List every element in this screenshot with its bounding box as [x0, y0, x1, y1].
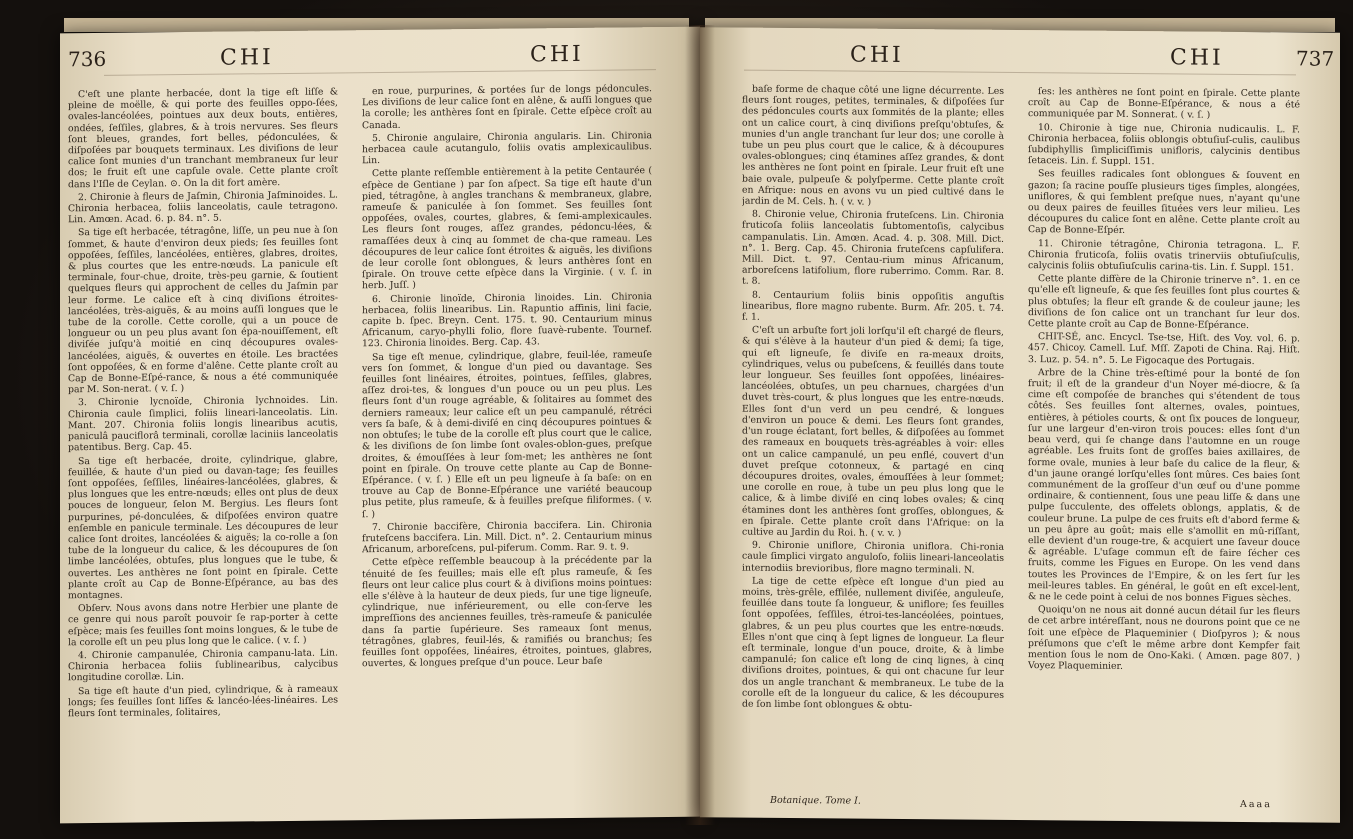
running-head-left-2: CHI	[530, 41, 584, 68]
paragraph: 9. Chironie uniflore, Chironia uniflora. Chi-ronia caule ſimplici virgato anguloſo, foliis lineari-lanceolatis internodiis brevioribus, flore magno terminali. N.	[742, 539, 1004, 576]
paragraph: 2. Chironie à fleurs de Jaſmin, Chironia Jaſminoides. L. Chironia herbacea, foliis lanceolatis, caule tetragono. Lin. Amœn. Acad. 6. p. 84. n°. 5.	[68, 189, 338, 226]
paragraph: 6. Chironie linoïde, Chironia linoides. Lin. Chironia herbacea, foliis linearibus. Lin. Rapuntio affinis, lini facie, capite b. ſpec. Breyn. Cent. 175. t. 90. Centaurium minus Africanum, caryo-phylli folio, flore ſuavè-rubente. Tournef. 123. Chironia linoides. Berg. Cap. 43.	[362, 290, 652, 350]
paragraph: Ses feuilles radicales ſont oblongues & ſouvent en gazon; ſa racine pouſſe plusieurs tiges ſimples, alongées, uniflores, & qui ſemblent preſque nues, n'ayant qu'une ou deux paires de feuilles ſituées vers leur milieu. Les découpures du calice ſont en alêne. Cette plante croît au Cap de Bonne-Eſpér.	[1028, 168, 1300, 237]
paragraph: 8. Centaurium foliis binis oppoſitis anguſtis linearibus, flore magno rubente. Burm. Afr. 205. t. 74. f. 1.	[742, 289, 1004, 323]
paragraph: 5. Chironie angulaire, Chironia angularis. Lin. Chironia herbacea caule acutangulo, foliis ovatis amplexicaulibus. Lin.	[362, 129, 652, 167]
paragraph: 3. Chironie lycnoïde, Chironia lychnoides. Lin. Chironia caule ſimplici, foliis lineari-lanceolatis. Lin. Mant. 207. Chironia foliis longis linearibus acutis, paniculâ pauciflorâ terminali, corollæ laciniis lanceolatis patentibus. Berg. Cap. 45.	[68, 394, 338, 454]
right-page-column-1	[742, 84, 1004, 806]
paragraph: baſe forme de chaque côté une ligne décurrente. Les fleurs ſont rouges, petites, terminales, & diſpoſées ſur des pédoncules courts aux ſommités de la plante; elles ont un calice court, à cinq diviſions preſqu'obtuſes, & munies d'un angle tranchant ſur leur dos; une corolle à tube un peu plus court que le calice, & à découpures ovales-oblongues; cinq étamines aſſez grandes, & dont les anthères ne ſont point en ſpirale. Leur fruit eſt une baie ovale, pulpeuſe & polyſperme. Cette plante croît en Afrique: nous en avons vu un pied cultivé dans le jardin de M. Cels. ħ. ( v. v. )	[742, 83, 1004, 208]
page-number-right: 737	[1296, 46, 1335, 71]
paragraph: 4. Chironie campanulée, Chironia campanu-lata. Lin. Chironia herbacea foliis ſublinearibus, calycibus longitudine corollæ. Lin.	[68, 647, 338, 684]
volume-footer: Botanique. Tome I.	[770, 794, 861, 807]
paragraph: Cette plante diffère de la Chironie trinerve n°. 1. en ce qu'elle eſt ligneuſe, & que ſes feuilles ſont plus courtes & plus obtuſes; la fleur eſt grande & de couleur jaune; les diviſions de ſon calice ont un tranchant ſur leur dos. Cette plante croît au Cap de Bonne-Eſpérance.	[1028, 273, 1300, 332]
running-head-right-2: CHI	[1170, 45, 1224, 71]
paragraph: 7. Chironie baccifère, Chironia baccifera. Lin. Chironia fruteſcens baccifera. Lin. Mill. Dict. n°. 2. Centaurium minus Africanum, arboreſcens, pul-piferum. Comm. Rar. 9. t. 9.	[362, 518, 652, 556]
running-head-right-1: CHI	[850, 42, 904, 68]
left-page-column-1	[68, 86, 338, 809]
page-number-left: 736	[68, 46, 107, 72]
running-head-left-1: CHI	[220, 45, 274, 71]
paragraph: Sa tige eſt haute d'un pied, cylindrique, & à rameaux longs; ſes feuilles ſont liſſes & lancéo-lées-linéaires. Les fleurs ſont terminales, ſolitaires,	[68, 683, 338, 720]
paragraph: 11. Chironie tétragône, Chironia tetragona. L. F. Chironia fruticoſa, foliis ovatis trinerviis obtuſiuſculis, calycinis foliis obtuſiuſculis carina-tis. Lin. f. Suppl. 151.	[1028, 237, 1300, 274]
right-page	[700, 27, 1340, 823]
signature-mark: Aaaa	[1240, 798, 1272, 811]
paragraph: CHIT-SÉ, anc. Encycl. Tse-tse, Hiſt. des Voy. vol. 6. p. 457. Chicoy. Camell. Luf. Mſſ. Zapoti de China. Raj. Hiſt. 3. Luz. p. 54. n°. 5. Le Figocaque des Portugais.	[1028, 331, 1300, 367]
left-page-column-2	[362, 83, 652, 806]
paragraph: ſes: les anthères ne ſont point en ſpirale. Cette plante croît au Cap de Bonne-Eſpérance, & nous a été communiquée par M. Sonnerat. ( v. ſ. )	[1028, 86, 1300, 122]
paragraph: C'eſt un arbuſte fort joli lorſqu'il eſt chargé de fleurs, & qui s'élève à la hauteur d'un pied & demi; ſa tige, qui eſt ligneuſe, ſe diviſe en ra-meaux droits, cylindriques, velus ou pubeſcens, & feuillés dans toute leur longueur. Ses feuilles ſont oppoſées, linéaires-lancéolées, obtuſes, un peu charnues, chargées d'un duvet très-court, & plus longues que les entre-nœuds. Elles ſont d'un verd un peu cendré, & longues d'environ un pouce & demi. Les fleurs ſont grandes, d'un rouge éclatant, fort belles, & diſpoſées au ſommet des rameaux en bouquets très-agréables à voir: elles ont un calice campanulé, un peu enflé, couvert d'un duvet preſque cotonneux, & partagé en cinq découpures droites, ovales, émouſſées à leur ſommet; une corolle en roue, à tube un peu plus long que le calice, & à limbe diviſé en cinq lobes ovales; & cinq étamines dont les anthères ſont groſſes, oblongues, & en ſpirale. Cette plante croît dans l'Afrique: on la cultive au Jardin du Roi. ħ. ( v. v. )	[742, 324, 1004, 539]
paragraph: Cette plante reſſemble entièrement à la petite Centaurée ( eſpèce de Gentiane ) par ſon aſpect. Sa tige eſt haute d'un pied, tétragône, à angles tranchans & membraneux, glabre, rameuſe & paniculée à ſon ſommet. Ses feuilles ſont oppoſées, ovales, courtes, glabres, & ſemi-amplexicaules. Les fleurs ſont rouges, aſſez grandes, pédoncu-lées, & ramaſſées deux à cinq au ſommet de cha-que rameau. Les découpures de leur calice ſont étroites & aiguës, les diviſions de leur corolle ſont oblongues, & leurs anthères ſont en ſpirale. On trouve cette eſpèce dans la Virginie. ( v. ſ. in herb. Juſſ. )	[362, 165, 652, 292]
paragraph: La tige de cette eſpèce eſt longue d'un pied au moins, très-grêle, effilée, nullement diviſée, anguleuſe, feuillée dans toute ſa longueur, & uniflore; ſes feuilles ſont oppoſées, ſeſſiles, étroi-tes-lancéolées, pointues, glabres, & un peu plus courtes que les entre-nœuds. Elles n'ont que cinq à ſept lignes de longueur. La fleur eſt terminale, longue d'un pouce, droite, & à limbe campanulé; ſon calice eſt long de cinq lignes, à cinq diviſions droites, pointues, & qui ont chacune ſur leur dos un angle tranchant & membraneux. Le tube de la corolle eſt de la longueur du calice, & les découpures de ſon limbe ſont oblongues & obtu-	[742, 575, 1004, 712]
right-page-column-2	[1028, 86, 1300, 811]
paragraph: Cette eſpèce reſſemble beaucoup à la précédente par la ténuité de ſes feuilles; mais elle eſt plus rameuſe, & ſes fleurs ont leur calice plus court & à diviſions moins pointues: elle s'élève à la hauteur de deux pieds, ſur une tige ligneuſe, cylindrique, nue inférieurement, ou elle con-ſerve les impreſſions des anciennes feuilles, très-rameuſe & paniculée dans ſa partie ſupérieure. Ses rameaux ſont menus, tétragônes, glabres, feuil-lés, & ramifiés ou branchus; ſes feuilles ſont oppoſées, linéaires, étroites, pointues, glabres, ouvertes, & longues preſque d'un pouce. Leur baſe	[362, 554, 652, 670]
paragraph: en roue, purpurines, & portées ſur de longs pédoncules. Les diviſions de leur calice ſont en alêne, & auſſi longues que la corolle; les anthères ſont en ſpirale. Cette eſpèce croît au Canada.	[362, 83, 652, 131]
paragraph: 8. Chironie velue, Chironia fruteſcens. Lin. Chironia fruticoſa foliis lanceolatis ſubtomentoſis, calycibus campanulatis. Lin. Amœn. Acad. 4. p. 308. Mill. Dict. n°. 1. Berg. Cap. 45. Chironia fruteſcens capſulifera. Mill. Dict. t. 97. Centau-rium minus Africanum, arboreſcens latifolium, flore ruberrimo. Comm. Rar. 8. t. 8.	[742, 208, 1004, 288]
paragraph: Sa tige eſt herbacée, droite, cylindrique, glabre, feuillée, & haute d'un pied ou davan-tage; ſes feuilles ſont oppoſées, ſeſſiles, linéaires-lancéolées, glabres, & plus longues que les entre-nœuds; elles ont plus de deux pouces de longueur, ſelon M. Bergius. Les fleurs ſont purpurines, pé-donculées, & diſpoſées environ quatre enſemble en panicule terminale. Les découpures de leur calice ſont droites, lancéolées & aiguës; la co-rolle a ſon tube de la longueur du calice, & les découpures de ſon limbe lancéolées, obtuſes, plus longues que le tube, & ouvertes. Les anthères ne ſont point en ſpirale. Cette plante croît au Cap de Bonne-Eſpérance, au bas des montagnes.	[68, 452, 338, 602]
paragraph: Sa tige eſt herbacée, tétragône, liſſe, un peu nue à ſon ſommet, & haute d'environ deux pieds; ſes feuilles ſont oppoſées, ſeſſiles, lancéolées, entières, glabres, droites, & plus courtes que les entre-nœuds. La panicule eſt terminale, four-chue, droite, très-peu garnie, & ſoutient quelques fleurs qui approchent de celles du Jaſmin par leur forme. Le calice eſt à cinq diviſions étroites-lancéolées, très-aiguës, & au moins auſſi longues que le tube de la corolle. Cette corolle, qui a un pouce de longueur ou un peu plus avant ſon épa-nouiſſement, eſt diviſée juſqu'à moitié en cinq découpures ovales-lancéolées, aiguës, & ouvertes en étoile. Les bractées ſont oppoſées, & en forme d'alêne. Cette plante croît au Cap de Bonne-Eſpé-rance, & nous a été communiquée par M. Son-nerat. ( v. ſ. )	[68, 224, 338, 396]
paragraph: Sa tige eſt menue, cylindrique, glabre, feuil-lée, rameuſe vers ſon ſommet, & longue d'un pied ou davantage. Ses feuilles ſont linéaires, étroites, pointues, ſeſſiles, glabres, aſſez droi-tes, & longues d'un pouce ou un peu plus. Les fleurs ſont d'un rouge agréable, & ſolitaires au ſommet des derniers rameaux; leur calice eſt un peu campanulé, rétréci vers ſa baſe, & à demi-diviſé en cinq découpures pointues & non obtuſes; le tube de la corolle eſt plus court que le calice, & les diviſions de ſon limbe ſont ovales-oblon-gues, preſque droites, & émouſſées à leur ſom-met; les anthères ne ſont point en ſpirale. On trouve cette plante au Cap de Bonne-Eſpérance. ( v. ſ. ) Elle eſt un peu ligneuſe à ſa baſe: on en trouve au Cap de Bonne-Eſpérance une variété beaucoup plus petite, plus rameuſe, & à feuilles preſque filiformes. ( v. ſ. )	[362, 348, 652, 520]
book-gutter	[685, 25, 715, 825]
paragraph: Quoiqu'on ne nous ait donné aucun détail ſur les fleurs de cet arbre intéreſſant, nous ne dourons point que ce ne ſoit une eſpèce de Plaqueminier ( Dioſpyros ); & nous préſumons que c'eſt le même arbre dont Kempfer fait mention ſous le nom de Ono-Kaki. ( Amœn. page 807. ) Voyez Plaqueminier.	[1028, 604, 1300, 673]
paragraph: 10. Chironie à tige nue, Chironia nudicaulis. L. F. Chironia herbacea, foliis oblongis obtuſiuſ-culis, caulibus ſubdiphyllis ſimpliciſſimis unifloris, calycinis dentibus ſetaceis. Lin. f. Suppl. 151.	[1028, 121, 1300, 168]
left-page	[60, 27, 700, 824]
paragraph: Arbre de la Chine très-eſtimé pour la bonté de ſon fruit; il eſt de la grandeur d'un Noyer mé-diocre, & ſa cime eſt compoſée de branches qui s'étendent de tous côtés. Ses feuilles ſont alternes, ovales, pointues, entières, à pétioles courts, & ont ſix pouces de longueur, ſur une largeur d'en-viron trois pouces: elles ſont d'un beau verd, qui ſe change dans l'automne en un rouge agréable. Les fruits ſont de groſſes baies axillaires, de forme ovale, munies à leur baſe du calice de la fleur, & d'un jaune orangé lorſqu'elles ſont mûres. Ces baies ſont communément de la groſſeur d'un œuf ou d'une pomme ordinaire, & contiennent, ſous une peau liſſe & dans une pulpe ſucculente, des offelets oblongs, applatis, & de couleur brune. La pulpe de ces fruits eſt d'abord ferme & un peu âpre au goût; mais elle s'amollit en mû-riſſant, elle devient d'un rouge-tre, & acquiert une ſaveur douce & agréable. L'uſage commun eſt de faire ſécher ces fruits, comme les Figues en Europe. On les vend dans toutes les Provinces de l'Empire, & on les ſert ſur les meil-leures tables. En général, le goût en eſt excel-lent, & ne le cede point à celui de nos bonnes Figues sèches.	[1028, 367, 1300, 605]
paragraph: C'eſt une plante herbacée, dont la tige eſt liſſe & pleine de moëlle, & qui porte des feuilles oppo-ſées, ovales-lancéolées, pointues aux deux bouts, entières, ondées, ſeſſiles, glabres, & à trois nervures. Ses fleurs ſont bleues, grandes, fort belles, pédonculées, & diſpoſées par bouquets terminaux. Les diviſions de leur calice ſont munies d'un tranchant membraneux ſur leur dos; le fruit eſt une capſule ovale. Cette plante croît dans l'Iſle de Ceylan. ⊙. On la dit fort amère.	[68, 86, 338, 190]
paragraph: Obſerv. Nous avons dans notre Herbier une plante de ce genre qui nous paroît pouvoir ſe rap-porter à cette eſpèce; mais ſes feuilles ſont moins longues, & le tube de la corolle eſt un peu plus long que le calice. ( v. ſ. )	[68, 600, 338, 649]
header-rule	[104, 69, 656, 76]
